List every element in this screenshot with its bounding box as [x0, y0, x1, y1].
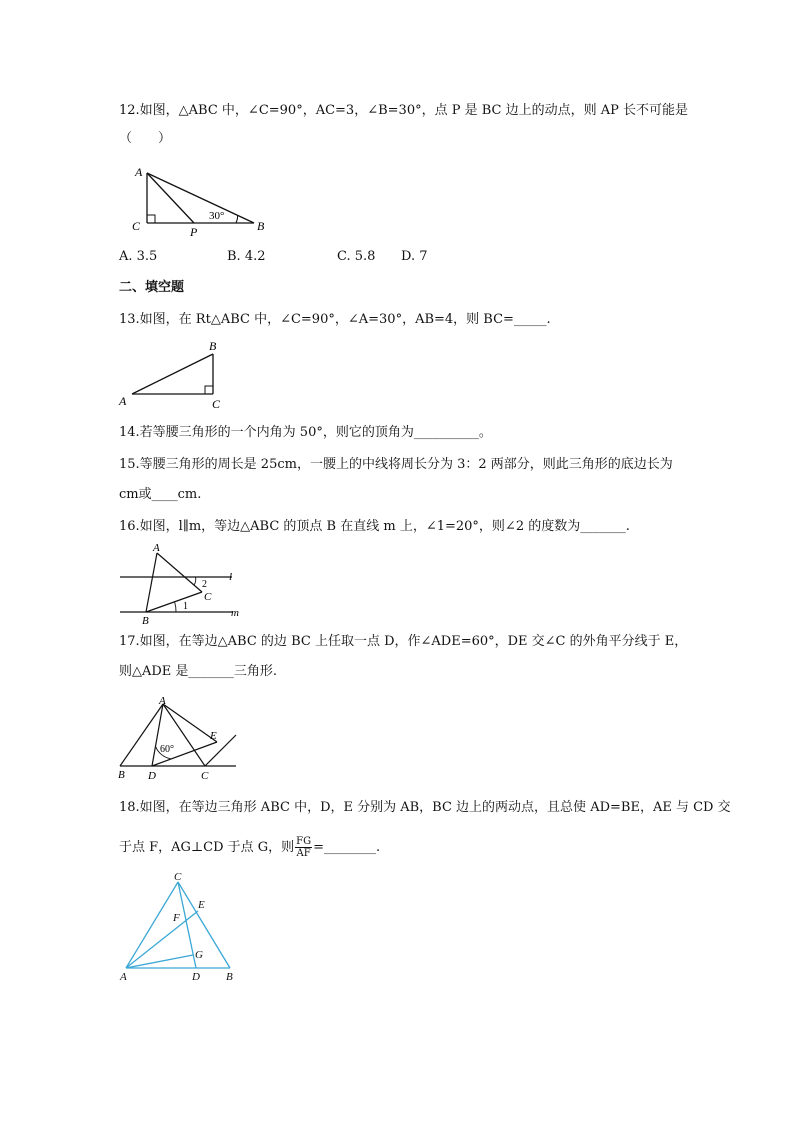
q18-frac-numerator: FG	[296, 836, 312, 847]
q12-label-a: A	[135, 165, 143, 179]
q18-text-line2	[119, 836, 380, 859]
q18-text-line1: 18.如图，在等边三角形 ABC 中，D，E 分别为 AB，BC 边上的两动点，且总使 AD=BE，AE 与 CD 交	[119, 800, 731, 815]
q16-label-m: m	[231, 607, 239, 619]
q12-options	[119, 249, 428, 265]
q12-angle-label: 30°	[209, 210, 225, 222]
q12-label-b: B	[257, 219, 265, 233]
q17-text-line2: 则△ADE 是_______三角形.	[119, 664, 278, 679]
q18-figure	[116, 866, 246, 986]
q18-label-b: B	[226, 971, 233, 983]
q12-label-c: C	[132, 219, 141, 233]
q18-label-f: F	[173, 912, 180, 924]
q17-figure	[116, 694, 242, 784]
q12-option-b: B. 4.2	[227, 249, 266, 264]
q16-figure	[116, 540, 246, 626]
q15-text-line2: cm或____cm.	[119, 487, 202, 502]
section-title: 二、填空题	[119, 280, 185, 295]
q18-label-a: A	[120, 971, 127, 983]
q18-text-post: =________.	[313, 840, 381, 855]
q17-label-a: A	[159, 695, 166, 707]
q18-label-g: G	[195, 949, 203, 961]
q15-text-line1: 15.等腰三角形的周长是 25cm，一腰上的中线将周长分为 3：2 两部分，则此三角形的底边长为	[119, 457, 673, 472]
q12-paren: （ ）	[119, 131, 172, 146]
q14-text: 14.若等腰三角形的一个内角为 50°，则它的顶角为__________。	[119, 425, 492, 440]
q17-label-d: D	[148, 770, 156, 782]
q16-label-c: C	[204, 591, 212, 603]
q18-label-c: C	[174, 871, 182, 883]
q13-figure	[116, 338, 226, 410]
q13-label-a: A	[119, 394, 127, 408]
q17-label-c: C	[201, 770, 209, 782]
q16-label-a: A	[153, 542, 160, 554]
q12-figure	[128, 160, 278, 240]
q17-angle-label: 60°	[160, 744, 174, 755]
q12-option-a: A. 3.5	[119, 249, 158, 264]
q16-label-b: B	[142, 615, 149, 626]
q18-label-d: D	[192, 971, 200, 983]
q12-label-p: P	[190, 225, 198, 239]
q18-fraction	[295, 836, 312, 859]
q18-frac-denominator: AF	[296, 848, 311, 859]
q17-label-b: B	[118, 769, 125, 781]
q13-label-c: C	[212, 397, 221, 410]
q13-text: 13.如图，在 Rt△ABC 中，∠C=90°，∠A=30°，AB=4，则 BC=_____.	[119, 312, 551, 327]
q12-text: 12.如图，△ABC 中，∠C=90°，AC=3，∠B=30°，点 P 是 BC 边上的动点，则 AP 长不可能是	[119, 103, 689, 118]
q18-text-pre: 于点 F，AG⊥CD 于点 G，则	[119, 840, 295, 855]
q17-label-e: E	[210, 730, 217, 742]
q16-label-l: l	[229, 571, 233, 583]
q12-option-c: C. 5.8	[337, 249, 376, 264]
q18-label-e: E	[198, 899, 205, 911]
q16-label-2: 2	[202, 579, 207, 590]
q16-text: 16.如图，l∥m，等边△ABC 的顶点 B 在直线 m 上，∠1=20°，则∠2 的度数为_______.	[119, 519, 630, 534]
q13-label-b: B	[209, 339, 217, 353]
q16-label-1: 1	[183, 601, 188, 612]
q12-option-d: D. 7	[401, 249, 428, 264]
q17-text-line1: 17.如图，在等边△ABC 的边 BC 上任取一点 D，作∠ADE=60°，DE 交∠C 的外角平分线于 E，	[119, 634, 688, 649]
